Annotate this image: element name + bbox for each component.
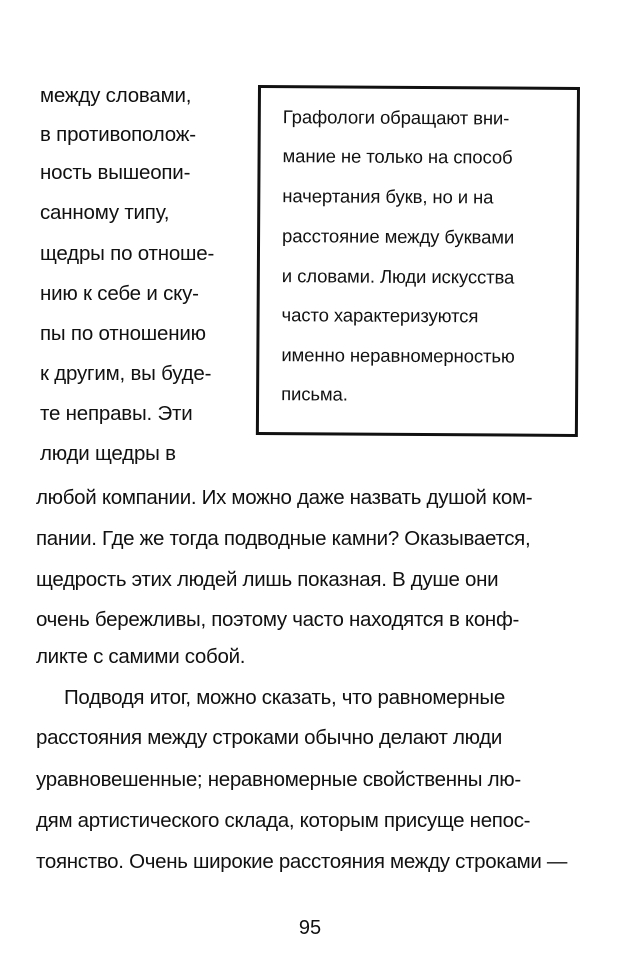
column-line: между словами, <box>40 84 192 107</box>
column-line: люди щедры в <box>40 442 176 465</box>
callout-line: письма. <box>281 383 348 405</box>
column-line: нию к себе и ску- <box>40 282 199 305</box>
callout-line: мание не только на способ <box>282 145 513 168</box>
column-line: в противополож- <box>40 123 196 146</box>
callout-line: именно неравномерностью <box>281 344 515 367</box>
column-line: ность вышеопи- <box>40 161 191 184</box>
body-line: любой компании. Их можно даже назвать душой ком- <box>36 486 533 509</box>
column-line: щедры по отноше- <box>40 242 215 265</box>
body-line: дям артистического склада, которым присуще непос- <box>36 809 531 832</box>
callout-line: начертания букв, но и на <box>282 185 494 208</box>
column-line: к другим, вы буде- <box>40 362 212 385</box>
callout-line: расстояние между буквами <box>282 225 515 248</box>
callout-box <box>256 85 580 437</box>
column-line: те неправы. Эти <box>40 402 193 425</box>
callout-line: и словами. Люди искусства <box>281 265 515 288</box>
body-line: очень бережливы, поэтому часто находятся в конф- <box>36 608 520 631</box>
body-line: ликте с самими собой. <box>36 645 246 668</box>
column-line: санному типу, <box>40 201 170 224</box>
column-line: пы по отношению <box>40 322 206 345</box>
paragraph-first-line: Подводя итог, можно сказать, что равномерные <box>64 686 505 709</box>
body-line: щедрость этих людей лишь показная. В душе они <box>36 568 499 591</box>
callout-line: Графологи обращают вни- <box>282 106 510 129</box>
body-line: расстояния между строками обычно делают люди <box>36 726 503 749</box>
callout-line: часто характеризуются <box>281 304 479 327</box>
body-line: пании. Где же тогда подводные камни? Оказывается, <box>36 527 531 550</box>
body-line: уравновешенные; неравномерные свойственны лю- <box>36 768 521 791</box>
body-line: тоянство. Очень широкие расстояния между строками — <box>36 850 568 873</box>
page-number: 95 <box>298 917 322 939</box>
